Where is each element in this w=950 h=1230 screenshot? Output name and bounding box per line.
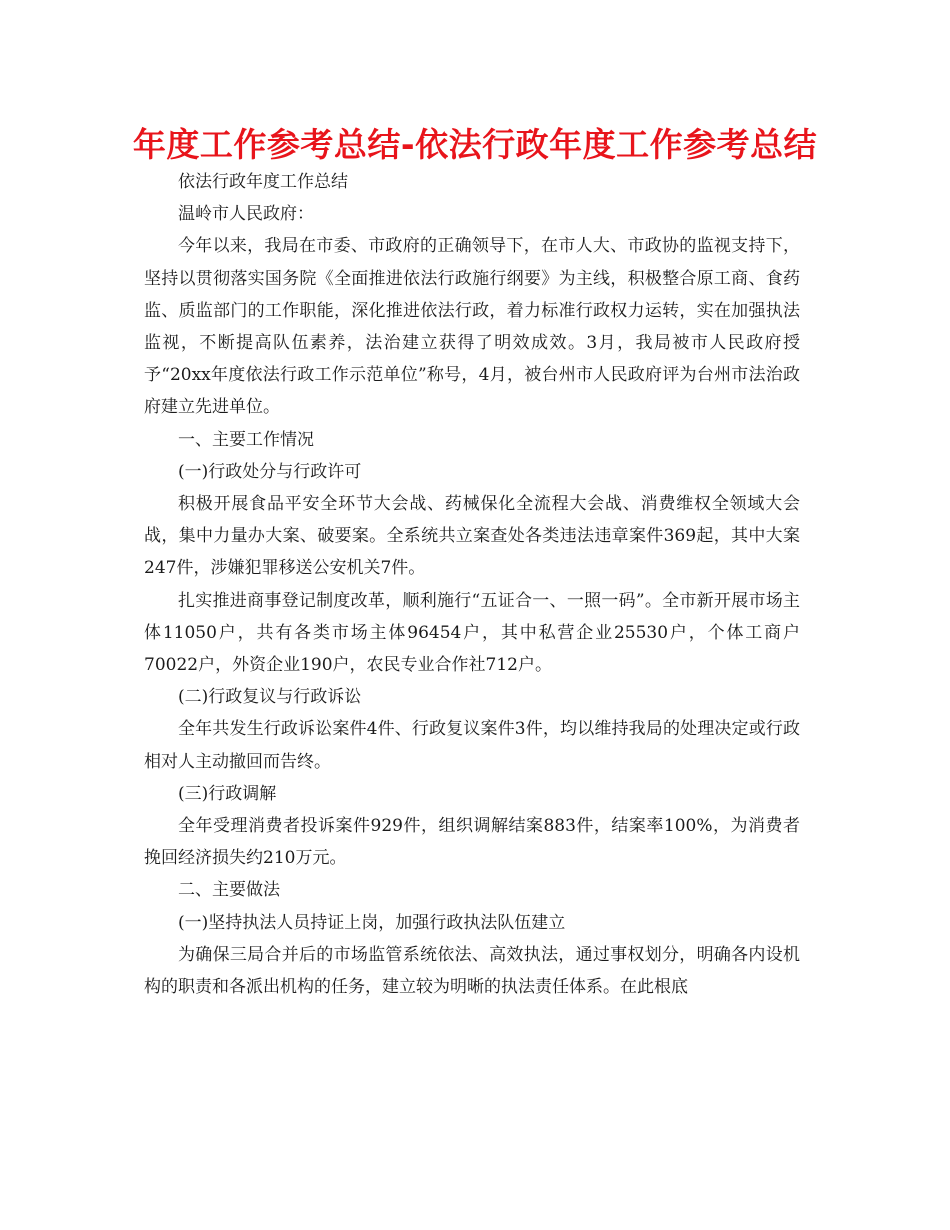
section-heading-main-methods: 二、主要做法 bbox=[178, 880, 280, 901]
paragraph-subtitle: 依法行政年度工作总结 bbox=[178, 172, 348, 192]
document-title: 年度工作参考总结-依法行政年度工作参考总结 bbox=[132, 125, 818, 164]
paragraph-addressee: 温岭市人民政府： bbox=[178, 204, 314, 225]
paragraph-intro: 今年以来，我局在市委、市政府的正确领导下，在市人大、市政协的监视支持下，坚持以贯彻落实国务院《全面推进依法行政施行纲要》为主线，积极整合原工商、食药监、质监部门的工作职能，深化推进依法行政，着力标准行政权力运转，实在加强执法监视，不断提高队伍素养，法治建立获得了明效成效。3月，我局被市人民政府授予“20xx年度依法行政工作示范单位”称号，4月，被台州市人民政府评为台州市法治政府建立先进单位。 bbox=[144, 236, 800, 418]
paragraph-mediation: 全年受理消费者投诉案件929件，组织调解结案883件，结案率100%，为消费者挽回经济损失约210万元。 bbox=[144, 816, 800, 869]
paragraph-registration-reform: 扎实推进商事登记制度改革，顺利施行“五证合一、一照一码”。全市新开展市场主体11050户，共有各类市场主体96454户，其中私营企业25530户，个体工商户70022户，外资企业190户，农民专业合作社712户。 bbox=[144, 590, 800, 676]
paragraph-certification: 为确保三局合并后的市场监管系统依法、高效执法，通过事权划分，明确各内设机构的职责和各派出机构的任务，建立较为明晰的执法责任体系。在此根底 bbox=[144, 944, 800, 998]
paragraph-litigation: 全年共发生行政诉讼案件4件、行政复议案件3件，均以维持我局的处理决定或行政相对人主动撤回而告终。 bbox=[144, 719, 800, 772]
subsection-heading-mediation: (三)行政调解 bbox=[178, 783, 277, 804]
section-heading-main-work: 一、主要工作情况 bbox=[178, 429, 314, 450]
document-body bbox=[144, 166, 800, 1003]
subsection-heading-penalty-permit: (一)行政处分与行政许可 bbox=[178, 461, 362, 482]
subsection-heading-certification: (一)坚持执法人员持证上岗，加强行政执法队伍建立 bbox=[178, 912, 566, 933]
paragraph-enforcement: 积极开展食品平安全环节大会战、药械保化全流程大会战、消费维权全领域大会战，集中力量办大案、破要案。全系统共立案查处各类违法违章案件369起，其中大案247件，涉嫌犯罪移送公安机关7件。 bbox=[144, 494, 800, 579]
subsection-heading-review-litigation: (二)行政复议与行政诉讼 bbox=[178, 687, 362, 708]
